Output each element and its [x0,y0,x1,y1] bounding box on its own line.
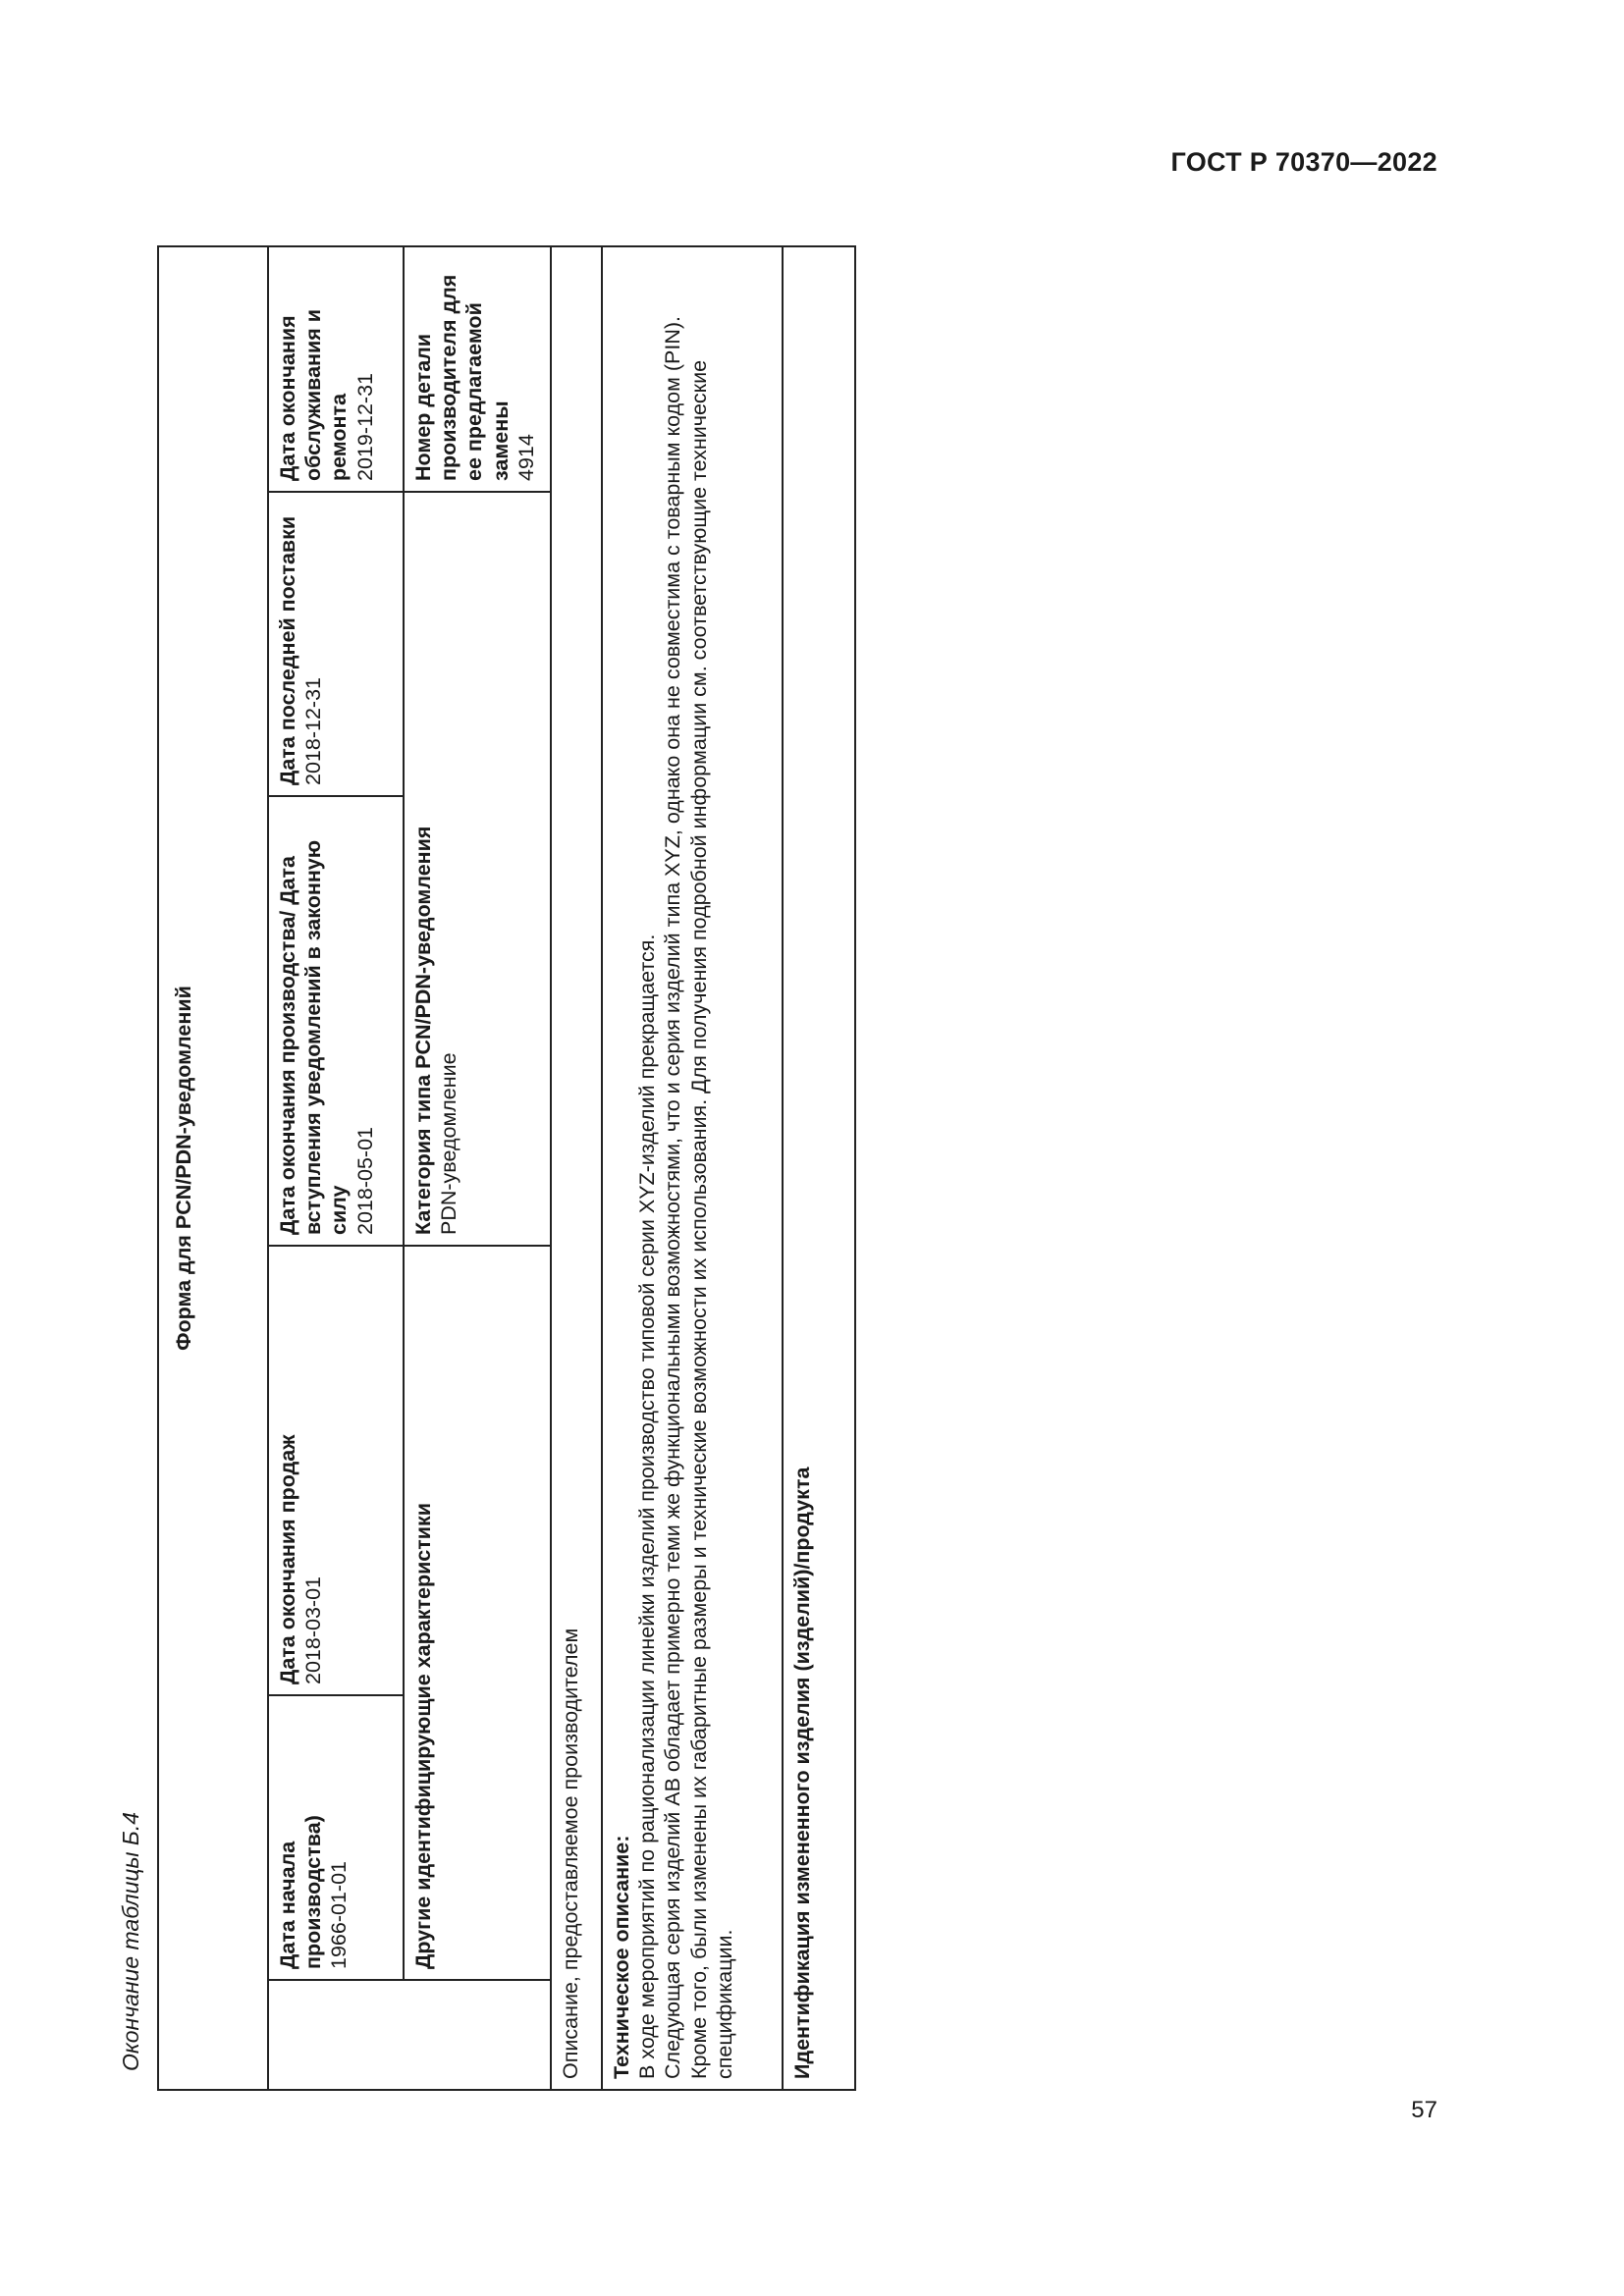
service-end-value: 2019-12-31 [352,373,377,481]
notice-category-cell [404,492,551,1246]
technical-description-cell [602,246,783,2090]
replacement-part-cell [404,246,551,492]
sales-end-value: 2018-03-01 [301,1576,326,1684]
page-number: 57 [1411,2097,1437,2123]
service-end-cell [268,246,404,492]
sales-end-label: Дата окончания продаж [276,1434,299,1684]
last-delivery-cell [268,492,404,796]
empty-cell [268,1980,551,2090]
sales-end-cell [268,1246,404,1695]
technical-description-label: Техническое описание: [610,1835,633,2079]
other-characteristics-label: Другие идентифицирующие характеристики [411,1503,435,1969]
table-caption: Окончание таблицы Б.4 [118,1811,143,2071]
rotated-table-block [110,226,856,2091]
replacement-part-value: 4914 [514,434,538,481]
production-end-label: Дата окончания производства/ Дата вступления уведомлений в законную силу [276,839,352,1235]
production-end-value: 2018-05-01 [352,1127,377,1235]
technical-description-line2: Следующая серия изделий АВ обладает примерно теми же функциональными возможностями, что и серия изделий типа XYZ, однако она не совместима с товарным кодом (PIN). Кроме того, были изменены их габаритные размеры и технические возможности их использования. Для получения подробной информации см. соответствующие технические спецификации. [661,316,736,2079]
technical-description-line1: В ходе мероприятий по рационализации линейки изделий производство типовой серии XYZ-изделий прекращается. [635,934,660,2079]
notice-category-value: PDN-уведомление [437,1052,461,1235]
notice-category-label: Категория типа PCN/PDN-уведомления [411,826,435,1235]
production-start-cell [268,1695,404,1980]
last-delivery-label: Дата последней поставки [276,515,299,785]
modified-product-identification-label: Идентификация измененного изделия (изделий)/продукта [790,1467,814,2079]
production-start-value: 1966-01-01 [327,1861,352,1969]
service-end-label: Дата окончания обслуживания и ремонта [276,309,352,481]
form-title: Форма для PCN/PDN-уведомлений [158,246,268,2090]
production-end-cell [268,796,404,1246]
document-header: ГОСТ Р 70370—2022 [1170,147,1437,177]
pcn-pdn-form-table [157,245,856,2091]
manufacturer-description-cell: Описание, предоставляемое производителем [551,246,602,2090]
last-delivery-value: 2018-12-31 [301,677,326,785]
production-start-label: Дата начала производства) [276,1815,326,1969]
other-characteristics-cell [404,1246,551,1980]
modified-product-identification-cell [783,246,855,2090]
replacement-part-label: Номер детали производителя для ее предлагаемой замены [411,274,513,481]
